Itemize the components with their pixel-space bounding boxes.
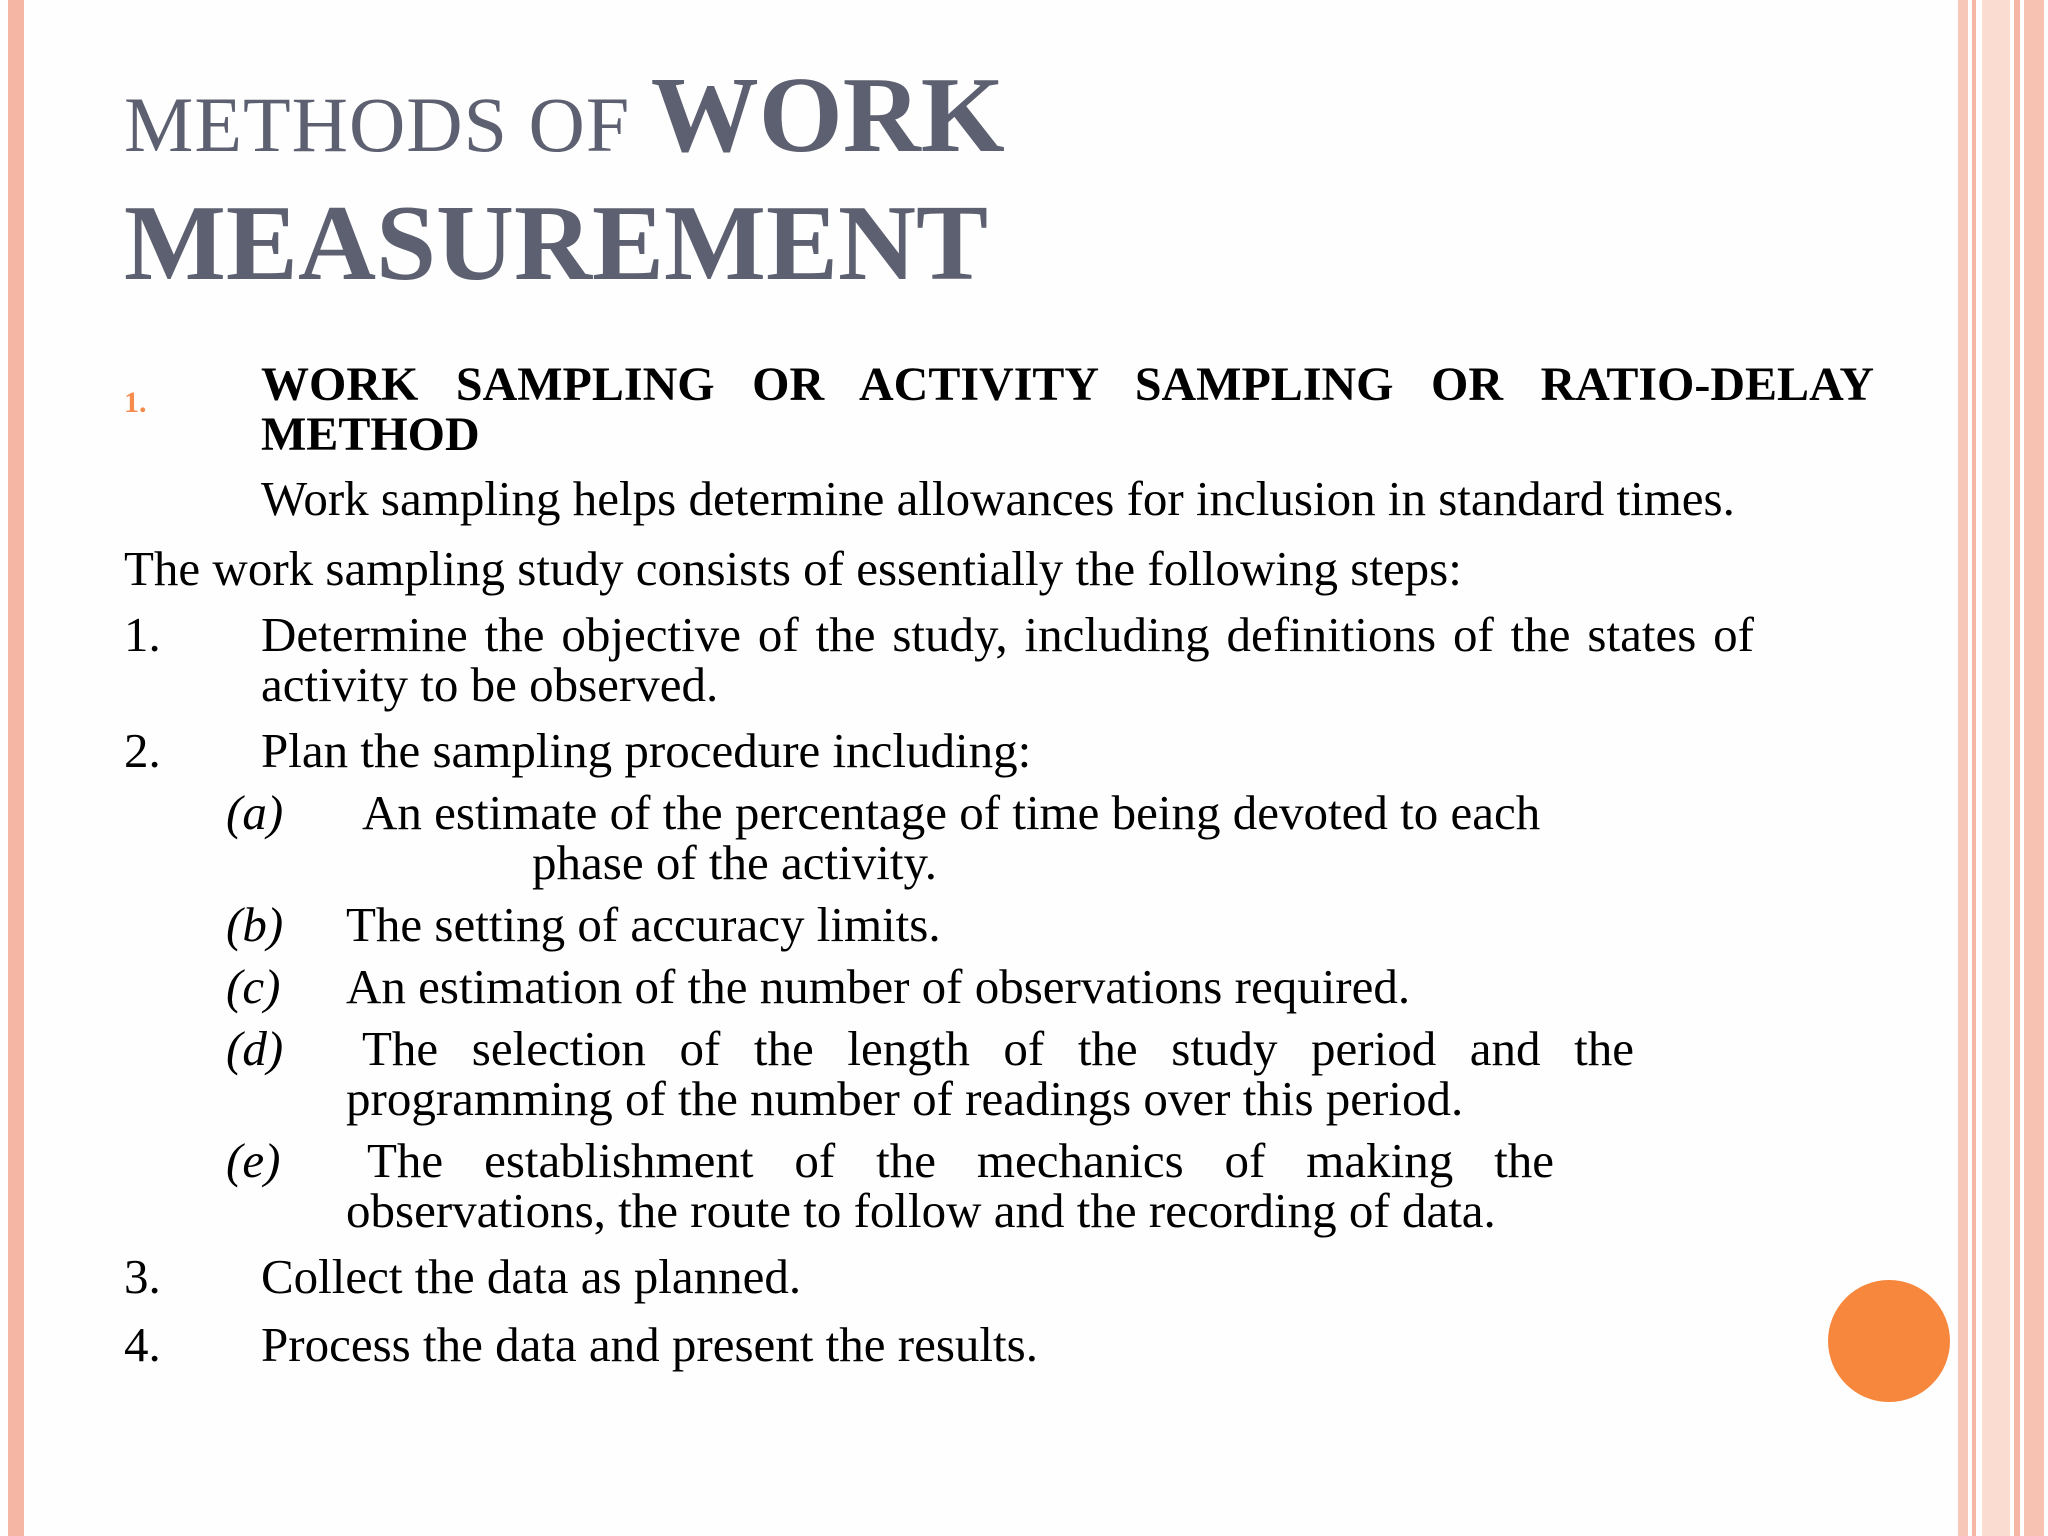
steps-intro-row	[124, 541, 1754, 596]
step-text: Collect the data as planned.	[261, 1249, 802, 1304]
section-heading: WORK SAMPLING OR ACTIVITY SAMPLING OR RATIO-DELAY METHOD	[261, 358, 1874, 461]
sub-list-item	[124, 785, 1754, 890]
sub-text-cont: programming of the number of readings over this period.	[346, 1071, 1464, 1126]
sub-list-item	[124, 1133, 1754, 1238]
list-item	[124, 1317, 1754, 1372]
step-number: 1.	[124, 607, 161, 662]
accent-circle	[1828, 1280, 1950, 1402]
list-item	[124, 1249, 1754, 1304]
step-text: Determine the objective of the study, including definitions of the states of activity to be observed.	[261, 607, 1754, 712]
sub-letter: (c)	[226, 959, 281, 1014]
title-prefix: METHODS OF	[124, 81, 651, 168]
section-intro-row	[124, 471, 1754, 526]
sub-letter: (b)	[226, 897, 284, 952]
section-intro: Work sampling helps determine allowances for inclusion in standard times.	[261, 471, 1735, 526]
list-item	[124, 723, 1754, 778]
step-number: 4.	[124, 1317, 161, 1372]
sub-letter: (a)	[226, 785, 284, 840]
sub-list-item	[124, 959, 1754, 1014]
sub-text: An estimation of the number of observations required.	[346, 959, 1411, 1014]
step-text: Plan the sampling procedure including:	[261, 723, 1032, 778]
sub-text-cont: observations, the route to follow and the recording of data.	[346, 1183, 1496, 1238]
list-item	[124, 607, 1754, 712]
sub-letter: (e)	[226, 1133, 281, 1188]
sub-list-item	[124, 897, 1754, 952]
sub-letter: (d)	[226, 1021, 284, 1076]
section-heading-row	[124, 358, 1874, 461]
title-word-measurement: MEASUREMENT	[124, 184, 989, 303]
sub-text: The setting of accuracy limits.	[346, 897, 941, 952]
sub-text: The establishment of the mechanics of making the	[367, 1133, 1554, 1188]
sub-list-item	[124, 1021, 1754, 1126]
step-text: Process the data and present the results.	[261, 1317, 1038, 1372]
sub-text-cont: phase of the activity.	[532, 835, 938, 890]
steps-intro: The work sampling study consists of essentially the following steps:	[124, 541, 1462, 596]
sub-text: An estimate of the percentage of time being devoted to each	[362, 785, 1541, 840]
title-word-work: WORK	[650, 56, 1005, 175]
sub-text: The selection of the length of the study period and the	[362, 1021, 1634, 1076]
step-number: 2.	[124, 723, 161, 778]
right-border-stripes	[1958, 0, 2048, 1536]
left-border-stripe	[8, 0, 24, 1536]
step-number: 3.	[124, 1249, 161, 1304]
slide-content	[124, 358, 1874, 1372]
section-number: 1.	[124, 386, 147, 419]
slide-title	[124, 56, 1005, 303]
